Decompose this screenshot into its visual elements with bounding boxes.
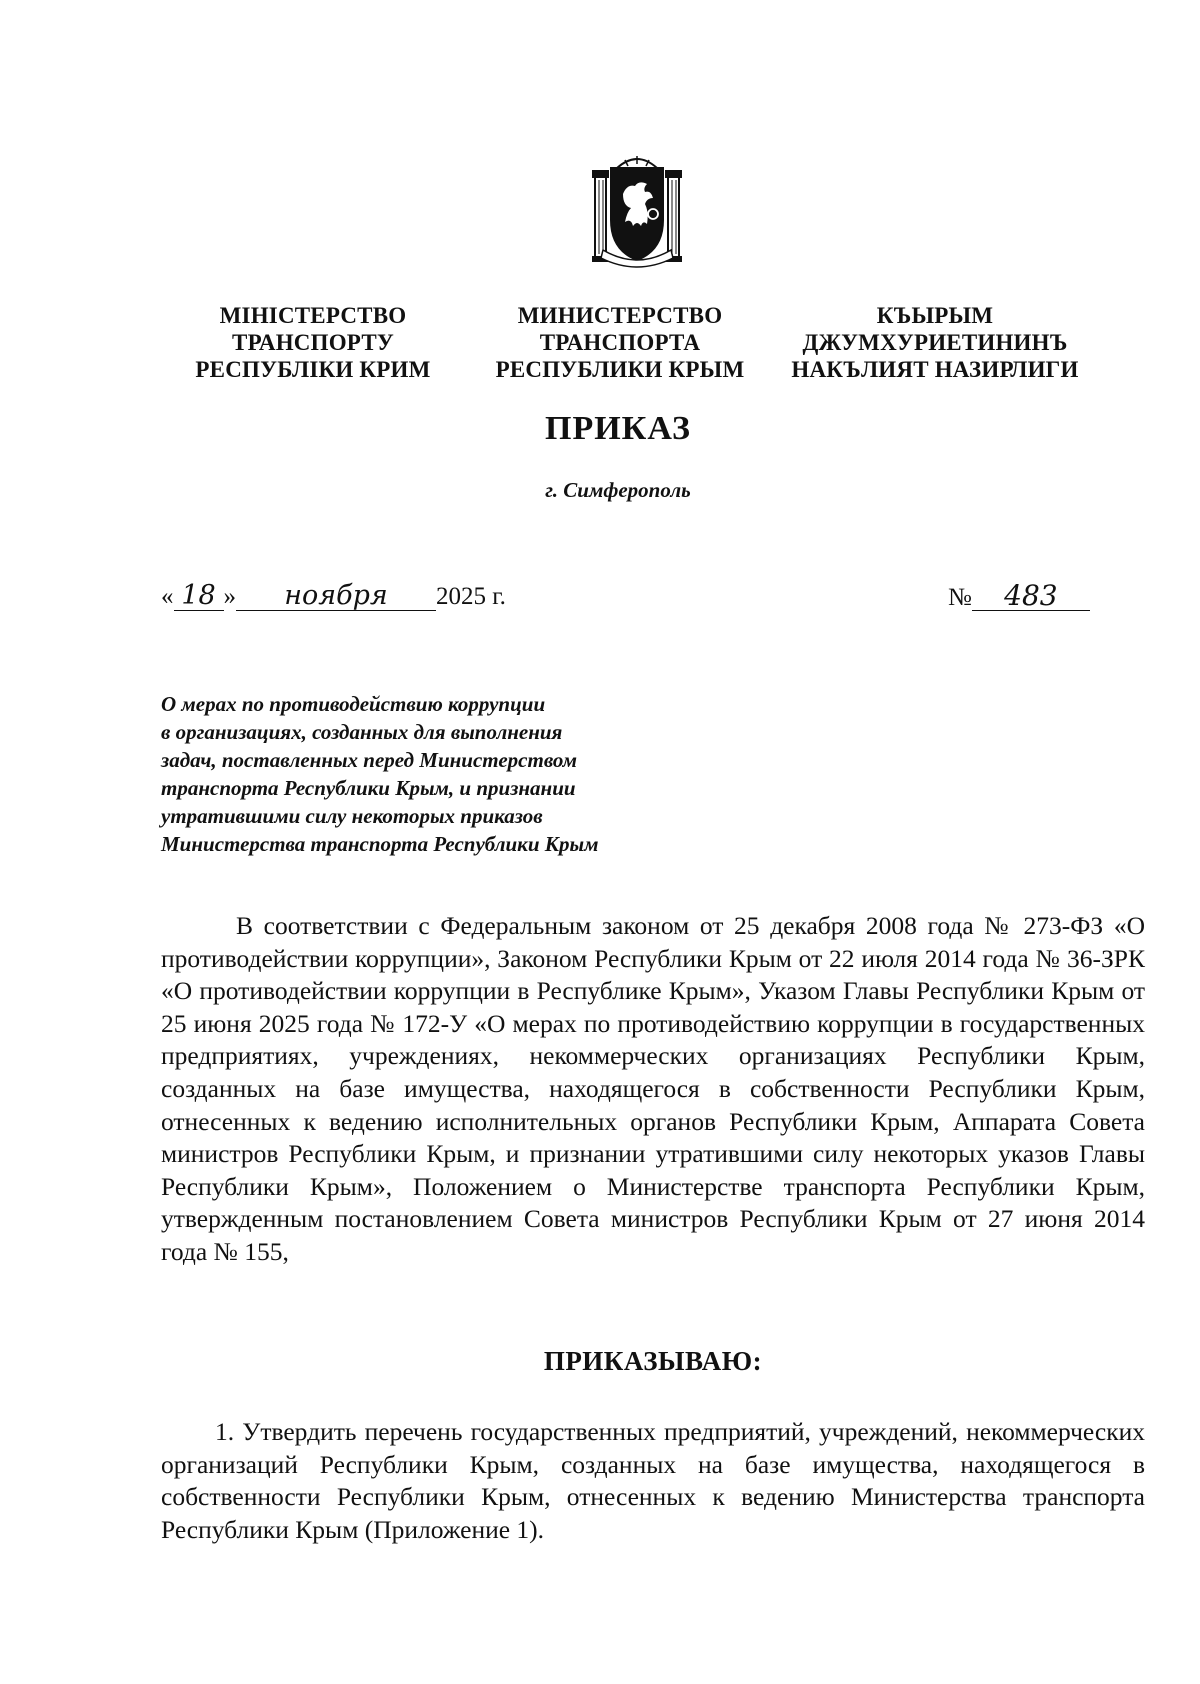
- org-ua-line-1: МІНІСТЕРСТВО: [219, 303, 407, 328]
- crimea-coat-of-arms-icon: [589, 154, 685, 268]
- org-ru-line-3: РЕСПУБЛИКИ КРЫМ: [495, 357, 745, 382]
- subject-line-2: в организациях, созданных для выполнения: [161, 720, 563, 744]
- document-type-title: ПРИКАЗ: [545, 410, 691, 447]
- date-day: 18: [174, 582, 224, 611]
- document-number: [948, 579, 1090, 612]
- preamble-paragraph: В соответствии с Федеральным законом от 25 декабря 2008 года № 273-ФЗ «О противодействии коррупции», Законом Республики Крым от 22 июля 2014 года № 36-ЗРК «О противодействии коррупции в Республике Крым», Указом Главы Республики Крым от 25 июня 2025 года № 172-У «О мерах по противодействию коррупции в государственных предприятиях, учреждениях, некоммерческих организациях Республики Крым, созданных на базе имущества, находящегося в собственности Республики Крым, отнесенных к ведению исполнительных органов Республики Крым, Аппарата Совета министров Республики Крым, и признании утратившими силу некоторых указов Главы Республики Крым», Положением о Министерстве транспорта Республики Крым, утвержденным постановлением Совета министров Республики Крым от 27 июня 2014 года № 155,: [161, 911, 1145, 1266]
- document-date: [161, 582, 506, 622]
- org-ct-line-1: КЪЫРЫМ: [876, 303, 994, 328]
- org-ct-line-2: ДЖУМХУРИЕТИНИНЪ: [802, 330, 1068, 355]
- subject-line-3: задач, поставленных перед Министерством: [161, 748, 578, 772]
- document-subject: [161, 690, 721, 858]
- org-name-crimean-tatar: [770, 302, 1100, 383]
- order-heading: ПРИКАЗЫВАЮ:: [543, 1346, 763, 1376]
- org-ru-line-1: МИНИСТЕРСТВО: [517, 303, 723, 328]
- subject-line-6: Министерства транспорта Республики Крым: [161, 832, 599, 856]
- date-close-quote: »: [223, 583, 236, 610]
- org-name-russian: [470, 302, 770, 383]
- org-ct-line-3: НАКЪЛИЯТ НАЗИРЛИГИ: [791, 357, 1079, 382]
- subject-line-5: утратившими силу некоторых приказов: [161, 804, 543, 828]
- org-ua-line-2: ТРАНСПОРТУ: [232, 330, 394, 355]
- date-year: 2025 г.: [436, 583, 506, 610]
- city-name: г. Симферополь: [545, 478, 691, 502]
- number-value: 483: [972, 582, 1090, 611]
- org-name-ukrainian: [178, 302, 448, 383]
- number-label: №: [948, 584, 972, 611]
- subject-line-1: О мерах по противодействию коррупции: [161, 692, 546, 716]
- subject-line-4: транспорта Республики Крым, и признании: [161, 776, 576, 800]
- org-ua-line-3: РЕСПУБЛІКИ КРИМ: [195, 357, 431, 382]
- order-item-1: 1. Утвердить перечень государственных предприятий, учреждений, некоммерческих организаций Республики Крым, созданных на базе имущества, находящегося в собственности Республики Крым, отнесенных к ведению Министерства транспорта Республики Крым (Приложение 1).: [161, 1417, 1145, 1544]
- date-month: ноября: [236, 582, 436, 611]
- date-open-quote: «: [161, 583, 174, 610]
- org-ru-line-2: ТРАНСПОРТА: [539, 330, 701, 355]
